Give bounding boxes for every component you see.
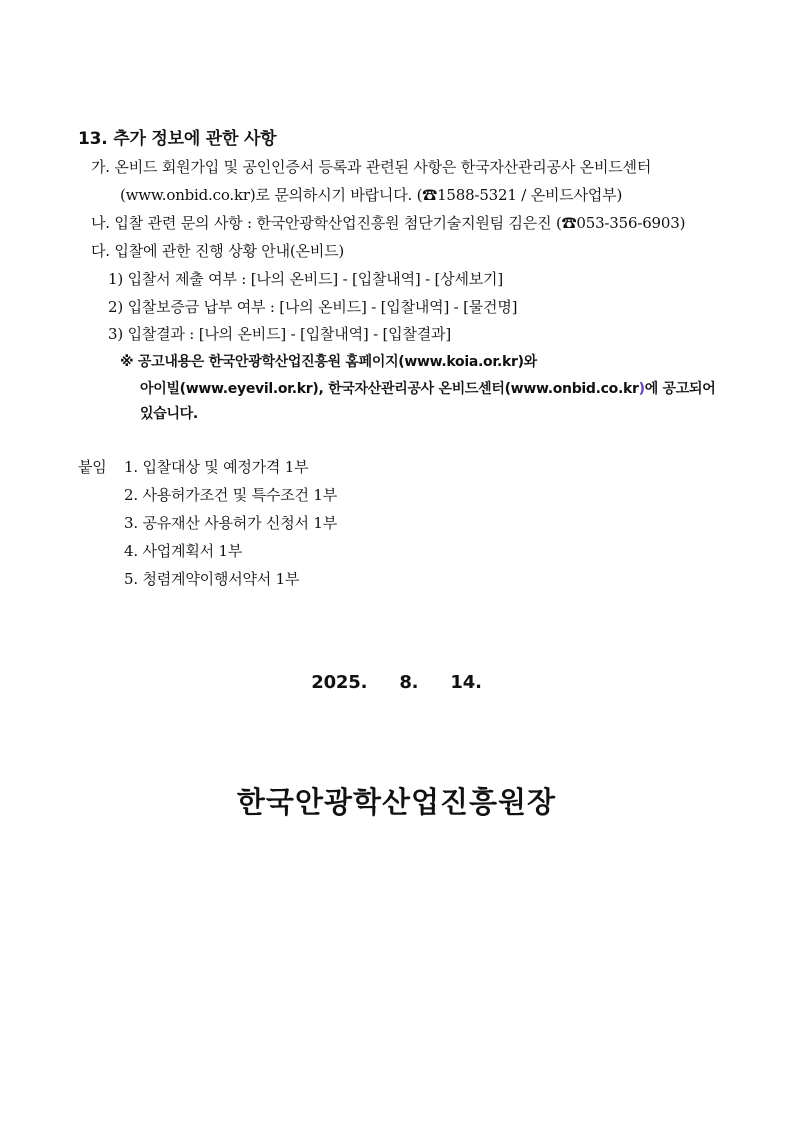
- document-date: 2025. 8. 14.: [311, 672, 482, 693]
- attachments-label: 붙임: [78, 458, 107, 476]
- notice-cursor-paren: ): [638, 381, 645, 397]
- notice-line1: ※ 공고내용은 한국안광학산업진흥원 홈페이지(www.koia.or.kr)와: [120, 354, 537, 370]
- item-ga-line1: 가. 온비드 회원가입 및 공인인증서 등록과 관련된 사항은 한국자산관리공사 온비드센터: [91, 158, 652, 176]
- section-heading: 13. 추가 정보에 관한 사항: [78, 129, 277, 149]
- subitem-3: 3) 입찰결과 : [나의 온비드] - [입찰내역] - [입찰결과]: [108, 325, 451, 343]
- attachment-item-1: 1. 입찰대상 및 예정가격 1부: [124, 458, 309, 476]
- notice-line2-end: 에 공고되어: [644, 381, 716, 397]
- item-da: 다. 입찰에 관한 진행 상황 안내(온비드): [91, 242, 345, 260]
- attachment-item-2: 2. 사용허가조건 및 특수조건 1부: [124, 486, 338, 504]
- item-ga-line2: (www.onbid.co.kr)로 문의하시기 바랍니다. (☎1588-5321 / 온비드사업부): [120, 186, 623, 204]
- notice-line2-text: 아이빌(www.eyevil.or.kr), 한국자산관리공사 온비드센터(www.onbid.co.kr: [140, 381, 639, 397]
- notice-line2: [140, 378, 715, 398]
- notice-line3: 있습니다.: [140, 406, 198, 422]
- organization-signature: 한국안광학산업진흥원장: [236, 785, 557, 819]
- attachment-item-4: 4. 사업계획서 1부: [124, 542, 243, 560]
- attachment-item-5: 5. 청렴계약이행서약서 1부: [124, 570, 300, 588]
- subitem-2: 2) 입찰보증금 납부 여부 : [나의 온비드] - [입찰내역] - [물건명]: [108, 298, 518, 316]
- subitem-1: 1) 입찰서 제출 여부 : [나의 온비드] - [입찰내역] - [상세보기]: [108, 270, 503, 288]
- attachment-item-3: 3. 공유재산 사용허가 신청서 1부: [124, 514, 338, 532]
- item-na: 나. 입찰 관련 문의 사항 : 한국안광학산업진흥원 첨단기술지원팀 김은진 (☎053-356-6903): [91, 214, 686, 232]
